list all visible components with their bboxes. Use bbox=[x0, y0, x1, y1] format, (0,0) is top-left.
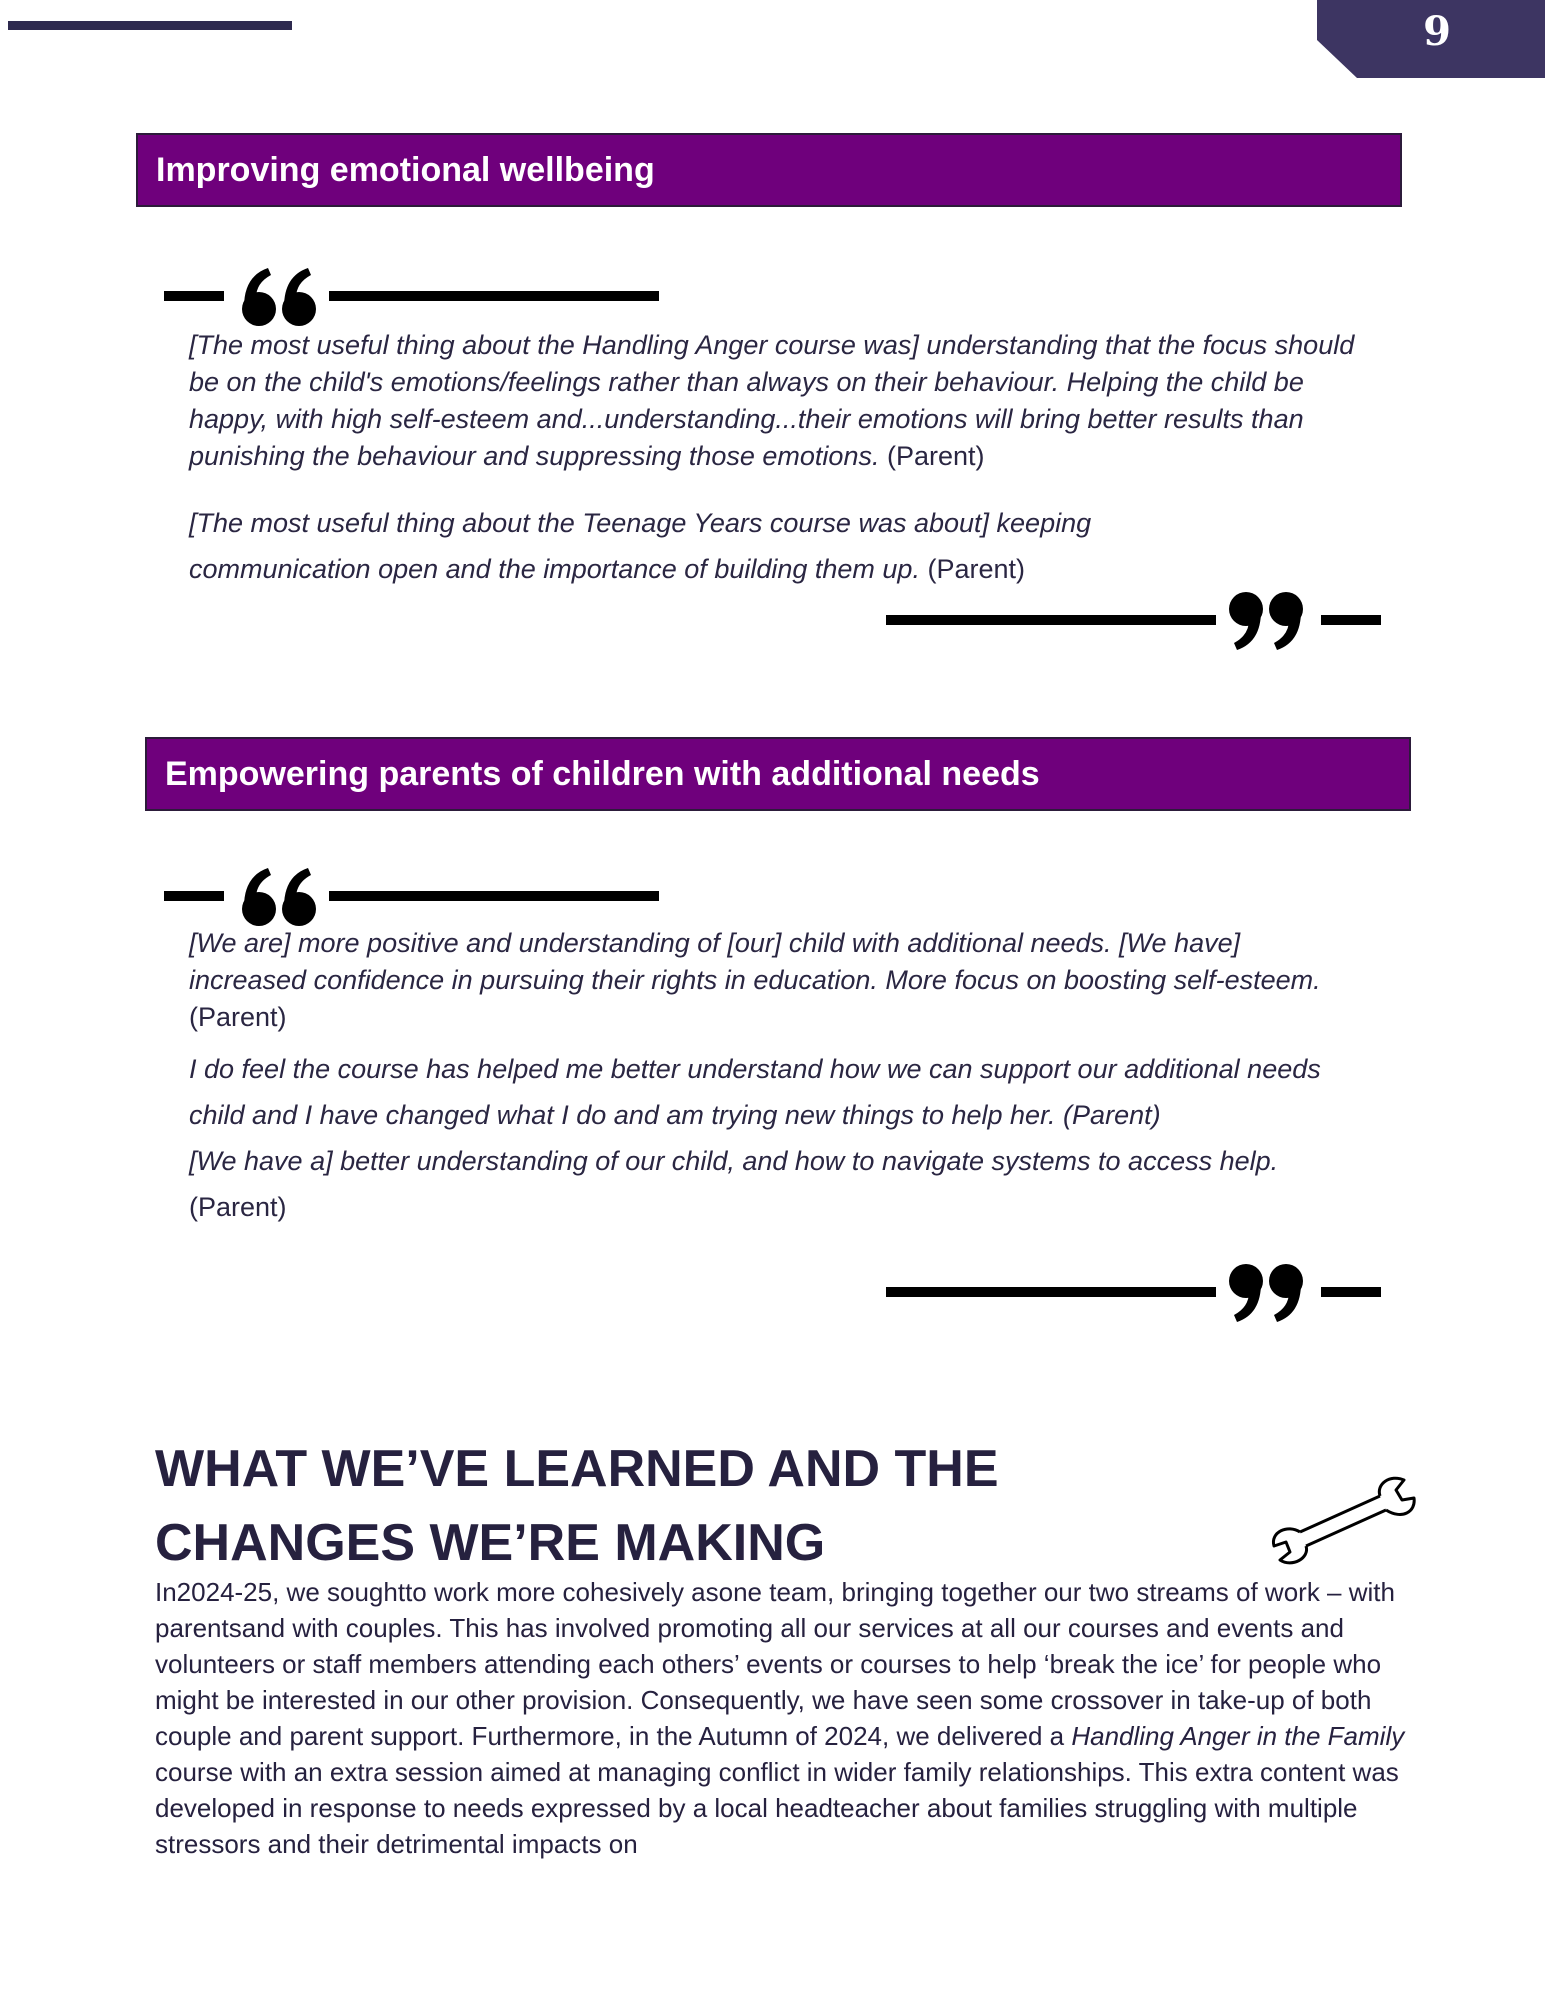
section-banner-emotional-wellbeing bbox=[136, 133, 1402, 207]
quote-course-helped: I do feel the course has helped me better understand how we can support our additional needs child and I have changed what I do and am trying new things to help her. (Parent) bbox=[189, 1054, 1321, 1130]
quote-teenage-years: [The most useful thing about the Teenage Years course was about] keeping communication open and the importance of building them up. (Parent) bbox=[189, 508, 1092, 584]
page-number: 9 bbox=[1423, 8, 1451, 55]
learned-body-paragraph: In2024-25, we soughtto work more cohesively asone team, bringing together our two streams of work – with parentsand with couples. This has involved promoting all our services at all our courses and events and volunteers or staff members attending each others’ events or courses to help ‘break the ice’ for people who might be interested in our other provision. Consequently, we have seen some crossover in take-up of both couple and parent support. Furthermore, in the Autumn of 2024, we delivered a Handling Anger in the Family course with an extra session aimed at managing conflict in wider family relationships. This extra content was developed in response to needs expressed by a local headteacher about families struggling with multiple stressors and their detrimental impacts on bbox=[155, 1577, 1405, 1859]
page-number-tab bbox=[1317, 0, 1545, 78]
section-heading-learned: WHAT WE’VE LEARNED AND THE CHANGES WE’RE MAKING bbox=[155, 1440, 999, 1572]
wrench-icon bbox=[1268, 1476, 1418, 1566]
open-quote-icon bbox=[164, 866, 659, 928]
open-quote-icon bbox=[164, 266, 659, 328]
header-rule bbox=[8, 21, 292, 30]
close-quote-icon bbox=[886, 590, 1381, 652]
quote-handling-anger: [The most useful thing about the Handling Anger course was] understanding that the focus should be on the child's emotions/feelings rather than always on their behaviour. Helping the child be happy, with high self-esteem and...understanding...their emotions will bring better results than punishing the behaviour and suppressing those emotions. (Parent) bbox=[189, 330, 1355, 471]
section-banner-additional-needs bbox=[145, 737, 1411, 811]
close-quote-icon bbox=[886, 1262, 1381, 1324]
quote-navigate-systems: [We have a] better understanding of our child, and how to navigate systems to access help. (Parent) bbox=[189, 1146, 1279, 1222]
quote-additional-needs: [We are] more positive and understanding of [our] child with additional needs. [We have] increased confidence in pursuing their rights in education. More focus on boosting self-esteem. (Parent) bbox=[189, 928, 1321, 1032]
section-title: Empowering parents of children with additional needs bbox=[165, 755, 1040, 793]
section-title: Improving emotional wellbeing bbox=[156, 151, 655, 189]
